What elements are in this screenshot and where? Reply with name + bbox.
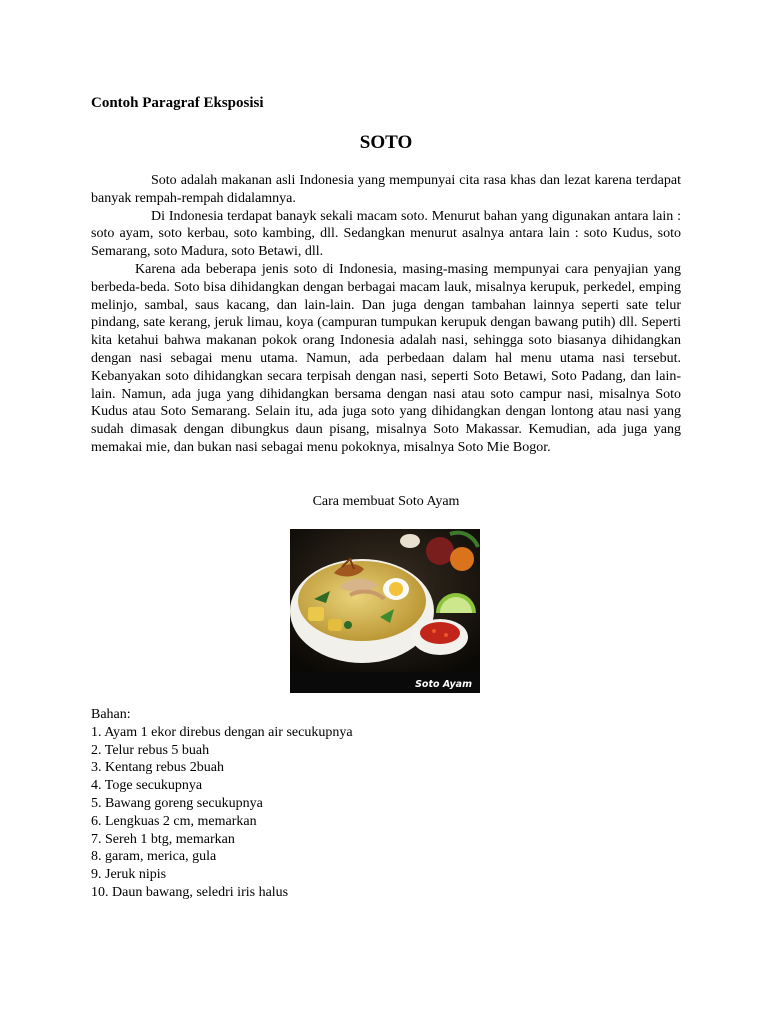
- document-heading: Contoh Paragraf Eksposisi: [91, 95, 264, 111]
- document-title: SOTO: [359, 132, 413, 153]
- ingredient-item: 1. Ayam 1 ekor direbus dengan air secukupnya: [91, 724, 353, 740]
- ingredients-section: [91, 706, 353, 902]
- paragraph-types: Di Indonesia terdapat banayk sekali macam soto. Menurut bahan yang digunakan antara lain : soto ayam, soto kerbau, soto kambing, dll. Sedangkan menurut asalnya antara lain : soto Kudus, soto Semarang, soto Madura, soto Betawi, dll.: [91, 208, 681, 260]
- body-text: [91, 172, 681, 457]
- ingredient-item: 7. Sereh 1 btg, memarkan: [91, 831, 235, 847]
- ingredient-item: 2. Telur rebus 5 buah: [91, 742, 210, 758]
- soto-ayam-photo: [290, 529, 480, 693]
- ingredient-item: 4. Toge secukupnya: [91, 778, 203, 794]
- image-caption: Cara membuat Soto Ayam: [312, 494, 460, 509]
- ingredient-item: 3. Kentang rebus 2buah: [91, 760, 224, 776]
- paragraph-intro: Soto adalah makanan asli Indonesia yang mempunyai cita rasa khas dan lezat karena terdapat banyak rempah-rempah didalamnya.: [91, 173, 681, 206]
- soto-bowl-illustration: [290, 529, 480, 693]
- ingredient-item: 9. Jeruk nipis: [91, 867, 167, 883]
- ingredient-item: 5. Bawang goreng secukupnya: [91, 795, 263, 811]
- ingredient-item: 6. Lengkuas 2 cm, memarkan: [91, 813, 257, 829]
- ingredient-item: 10. Daun bawang, seledri iris halus: [91, 884, 289, 900]
- ingredient-item: 8. garam, merica, gula: [91, 849, 217, 865]
- paragraph-serving: Karena ada beberapa jenis soto di Indonesia, masing-masing mempunyai cara penyajian yang berbeda-beda. Soto bisa dihidangkan dengan berbagai macam lauk, misalnya kerupuk, perkedel, emping melinjo, sambal, saus kacang, dan lain-lain. Dan juga dengan tambahan lainnya seperti sate telur pindang, sate kerang, jeruk limau, koya (campuran tumpukan kerupuk dengan bawang putih) dll. Seperti kita ketahui bahwa makanan pokok orang Indonesia adalah nasi, sehingga soto biasanya dihidangkan dengan nasi sebagai menu utama. Namun, ada perbedaan dalam hal menu utama nasi tersebut. Kebanyakan soto dihidangkan secara terpisah dengan nasi, seperti Soto Betawi, Soto Padang, dan lain-lain. Namun, ada juga yang dihidangkan bersama dengan nasi atau soto campur nasi, misalnya Soto Kudus atau Soto Semarang. Selain itu, ada juga soto yang dihidangkan dengan lontong atau nasi yang sudah dimasak dengan dibungkus daun pisang, misalnya Soto Makassar. Kemudian, ada juga yang memakai mie, dan bukan nasi sebagai menu pokoknya, misalnya Soto Mie Bogor.: [91, 261, 681, 455]
- ingredients-title: Bahan:: [91, 707, 131, 722]
- photo-label: Soto Ayam: [415, 679, 472, 690]
- ingredients-list: [91, 724, 353, 902]
